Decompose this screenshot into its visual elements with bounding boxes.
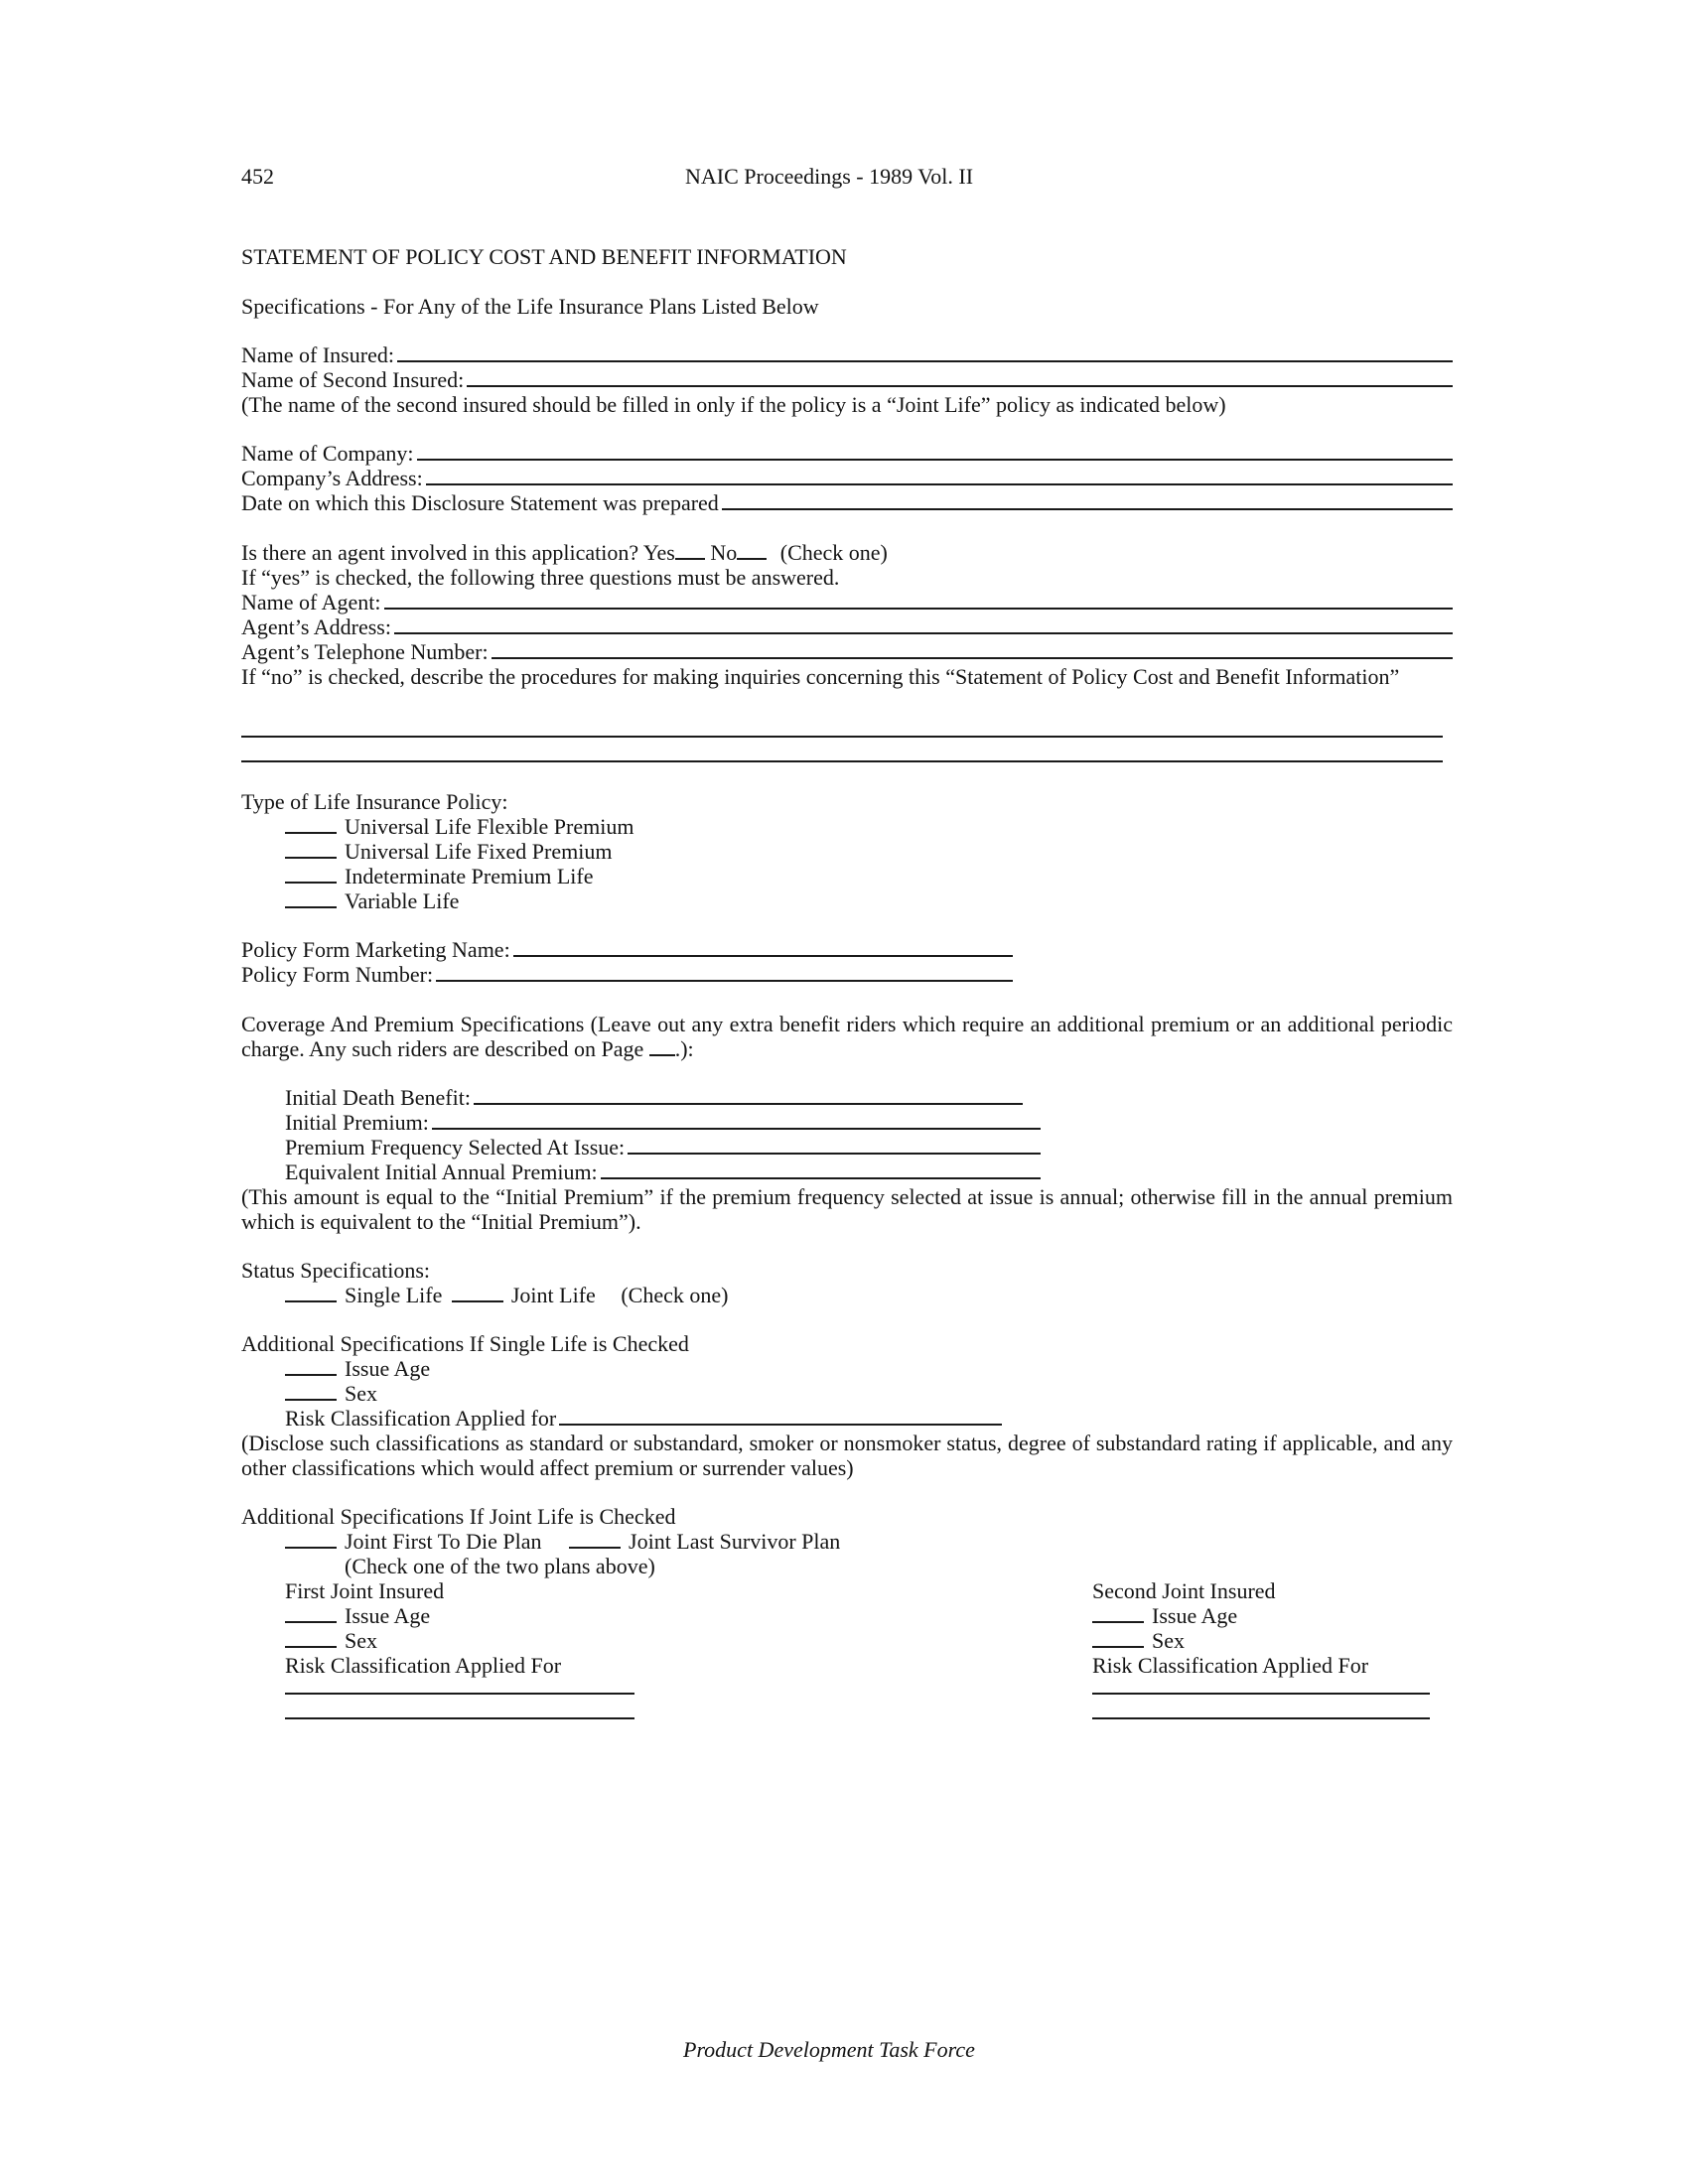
- marketing-name-field[interactable]: [241, 937, 1013, 962]
- single-risk-label: Risk Classification Applied for: [285, 1406, 557, 1431]
- initial-death-benefit-field[interactable]: [285, 1085, 1023, 1110]
- policy-type-blank[interactable]: [285, 864, 337, 884]
- second-issue-age-blank[interactable]: [1092, 1603, 1144, 1623]
- second-sex-blank[interactable]: [1092, 1628, 1144, 1648]
- name-of-second-insured-label: Name of Second Insured:: [241, 367, 465, 392]
- initial-premium-field[interactable]: [285, 1110, 1041, 1135]
- first-to-die-label: Joint First To Die Plan: [345, 1529, 542, 1554]
- name-of-agent-field[interactable]: [241, 590, 1453, 614]
- date-prepared-line[interactable]: [722, 508, 1453, 510]
- company-address-label: Company’s Address:: [241, 466, 423, 490]
- marketing-name-line[interactable]: [513, 955, 1013, 957]
- specifications-line: Specifications - For Any of the Life Insurance Plans Listed Below: [241, 294, 819, 319]
- page-number: 452: [241, 164, 274, 189]
- last-survivor-blank[interactable]: [569, 1529, 621, 1549]
- policy-type-blank[interactable]: [285, 839, 337, 859]
- single-risk-line[interactable]: [559, 1424, 1002, 1426]
- first-risk-label: Risk Classification Applied For: [285, 1653, 562, 1678]
- policy-type-option-label: Universal Life Flexible Premium: [345, 814, 634, 839]
- agent-no-blank[interactable]: [737, 540, 767, 560]
- first-sex-label: Sex: [345, 1628, 377, 1653]
- policy-type-blank[interactable]: [285, 888, 337, 908]
- name-of-agent-line[interactable]: [384, 608, 1453, 610]
- equivalent-premium-note: (This amount is equal to the “Initial Premium” if the premium frequency selected at issue is annual; otherwise fill in the annual premium which is equivalent to the “Initial Premium”).: [241, 1184, 1453, 1234]
- name-of-company-line[interactable]: [417, 459, 1453, 461]
- last-survivor-label: Joint Last Survivor Plan: [629, 1529, 841, 1554]
- policy-type-option[interactable]: [285, 839, 612, 864]
- premium-frequency-line[interactable]: [628, 1153, 1041, 1155]
- first-to-die-blank[interactable]: [285, 1529, 337, 1549]
- single-life-label: Single Life: [345, 1283, 443, 1307]
- second-risk-line-2[interactable]: [1092, 1717, 1430, 1719]
- first-issue-age-label: Issue Age: [345, 1603, 431, 1628]
- second-joint-insured-heading: Second Joint Insured: [1092, 1578, 1276, 1603]
- policy-type-option[interactable]: [285, 864, 593, 888]
- second-sex-label: Sex: [1152, 1628, 1185, 1653]
- running-title: NAIC Proceedings - 1989 Vol. II: [685, 164, 974, 189]
- agent-phone-field[interactable]: [241, 639, 1453, 664]
- equivalent-premium-line[interactable]: [601, 1177, 1041, 1179]
- name-of-company-label: Name of Company:: [241, 441, 414, 466]
- marketing-name-label: Policy Form Marketing Name:: [241, 937, 510, 962]
- first-issue-age-row[interactable]: [285, 1603, 430, 1628]
- second-risk-label: Risk Classification Applied For: [1092, 1653, 1369, 1678]
- single-life-heading: Additional Specifications If Single Life is Checked: [241, 1331, 689, 1356]
- status-check-one: (Check one): [621, 1283, 729, 1307]
- policy-type-option-label: Universal Life Fixed Premium: [345, 839, 613, 864]
- date-prepared-field[interactable]: [241, 490, 1453, 515]
- footer-task-force: Product Development Task Force: [683, 2037, 975, 2062]
- agent-question-label: Is there an agent involved in this application? Yes: [241, 540, 675, 565]
- policy-type-option-label: Indeterminate Premium Life: [345, 864, 594, 888]
- single-risk-field[interactable]: [285, 1406, 1002, 1431]
- company-address-field[interactable]: [241, 466, 1453, 490]
- agent-no-label: No: [710, 540, 738, 565]
- agent-phone-line[interactable]: [492, 657, 1453, 659]
- initial-premium-line[interactable]: [432, 1128, 1041, 1130]
- premium-frequency-field[interactable]: [285, 1135, 1041, 1160]
- name-of-company-field[interactable]: [241, 441, 1453, 466]
- name-of-second-insured-line[interactable]: [467, 385, 1453, 387]
- first-sex-blank[interactable]: [285, 1628, 337, 1648]
- form-title: STATEMENT OF POLICY COST AND BENEFIT INFORMATION: [241, 244, 847, 269]
- second-insured-note: (The name of the second insured should be filled in only if the policy is a “Joint Life” policy as indicated below): [241, 392, 1226, 417]
- equivalent-premium-field[interactable]: [285, 1160, 1041, 1184]
- first-risk-line-2[interactable]: [285, 1717, 634, 1719]
- status-options-row: [285, 1283, 728, 1307]
- status-heading: Status Specifications:: [241, 1258, 431, 1283]
- first-issue-age-blank[interactable]: [285, 1603, 337, 1623]
- single-issue-age-row[interactable]: [285, 1356, 430, 1381]
- form-number-label: Policy Form Number:: [241, 962, 434, 987]
- second-risk-line-1[interactable]: [1092, 1693, 1430, 1695]
- agent-address-field[interactable]: [241, 614, 1453, 639]
- first-risk-line-1[interactable]: [285, 1693, 634, 1695]
- policy-type-option-label: Variable Life: [345, 888, 460, 913]
- name-of-insured-label: Name of Insured:: [241, 342, 394, 367]
- agent-address-line[interactable]: [394, 632, 1453, 634]
- name-of-insured-line[interactable]: [397, 360, 1453, 362]
- second-issue-age-label: Issue Age: [1152, 1603, 1238, 1628]
- single-sex-blank[interactable]: [285, 1381, 337, 1401]
- joint-life-label: Joint Life: [510, 1283, 596, 1307]
- joint-plan-options-row: [285, 1529, 840, 1554]
- policy-type-blank[interactable]: [285, 814, 337, 834]
- single-life-note: (Disclose such classifications as standard or substandard, smoker or nonsmoker status, degree of substandard rating if applicable, and any other classifications which would affect premium or surrender values): [241, 1431, 1453, 1480]
- form-number-line[interactable]: [436, 980, 1013, 982]
- coverage-text: Coverage And Premium Specifications (Leave out any extra benefit riders which require an additional premium or an additional periodic charge. Any such riders are described on Page: [241, 1012, 1453, 1061]
- rider-page-blank[interactable]: [649, 1036, 675, 1056]
- single-issue-age-blank[interactable]: [285, 1356, 337, 1376]
- agent-phone-label: Agent’s Telephone Number:: [241, 639, 489, 664]
- initial-death-benefit-label: Initial Death Benefit:: [285, 1085, 471, 1110]
- coverage-paragraph: [241, 1012, 1453, 1061]
- joint-plan-note: (Check one of the two plans above): [345, 1554, 655, 1578]
- second-issue-age-row[interactable]: [1092, 1603, 1237, 1628]
- policy-type-option[interactable]: [285, 814, 633, 839]
- company-address-line[interactable]: [426, 483, 1453, 485]
- joint-life-heading: Additional Specifications If Joint Life is Checked: [241, 1504, 676, 1529]
- agent-yes-blank[interactable]: [675, 540, 705, 560]
- single-sex-label: Sex: [345, 1381, 377, 1406]
- agent-question-row: [241, 540, 888, 565]
- first-sex-row[interactable]: [285, 1628, 377, 1653]
- equivalent-premium-label: Equivalent Initial Annual Premium:: [285, 1160, 598, 1184]
- premium-frequency-label: Premium Frequency Selected At Issue:: [285, 1135, 626, 1160]
- second-sex-row[interactable]: [1092, 1628, 1185, 1653]
- policy-type-option[interactable]: [285, 888, 459, 913]
- agent-no-note: If “no” is checked, describe the procedures for making inquiries concerning this “Statement of Policy Cost and Benefit Information”: [241, 664, 1400, 689]
- agent-yes-note: If “yes” is checked, the following three questions must be answered.: [241, 565, 840, 590]
- name-of-second-insured-field[interactable]: [241, 367, 1453, 392]
- inquiry-procedure-line-2[interactable]: [241, 760, 1443, 762]
- agent-address-label: Agent’s Address:: [241, 614, 391, 639]
- coverage-end: .):: [674, 1036, 694, 1061]
- initial-death-benefit-line[interactable]: [474, 1103, 1023, 1105]
- single-life-blank[interactable]: [285, 1283, 337, 1302]
- date-prepared-label: Date on which this Disclosure Statement was prepared: [241, 490, 719, 515]
- agent-check-one: (Check one): [779, 540, 888, 565]
- first-joint-insured-heading: First Joint Insured: [285, 1578, 445, 1603]
- policy-type-heading: Type of Life Insurance Policy:: [241, 789, 508, 814]
- name-of-insured-field[interactable]: [241, 342, 1453, 367]
- single-sex-row[interactable]: [285, 1381, 377, 1406]
- joint-life-blank[interactable]: [452, 1283, 503, 1302]
- single-issue-age-label: Issue Age: [345, 1356, 431, 1381]
- name-of-agent-label: Name of Agent:: [241, 590, 381, 614]
- inquiry-procedure-line-1[interactable]: [241, 736, 1443, 738]
- form-number-field[interactable]: [241, 962, 1013, 987]
- initial-premium-label: Initial Premium:: [285, 1110, 429, 1135]
